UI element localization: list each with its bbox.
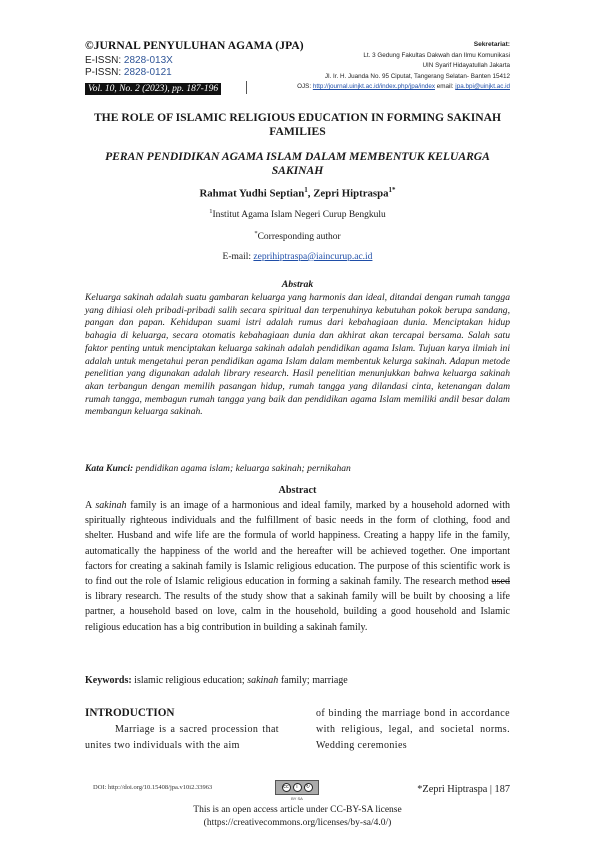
abstract-id-heading: Abstrak xyxy=(281,279,314,290)
journal-title: ©JURNAL PENYULUHAN AGAMA (JPA) xyxy=(85,40,304,52)
introduction-heading: INTRODUCTION xyxy=(85,707,175,719)
author-name: Rahmat Yudhi Septian xyxy=(199,187,305,200)
eissn-value[interactable]: 2828-013X xyxy=(123,55,173,66)
introduction-right-column: of binding the marriage bond in accordance with religious, legal, and societal norms. Wedding ceremonies xyxy=(316,708,510,751)
article-title-english: THE ROLE OF ISLAMIC RELIGIOUS EDUCATION IN FORMING SAKINAH FAMILIES xyxy=(93,111,502,138)
address-line-1: Lt. 3 Gedung Fakultas Dakwah dan Ilmu Komunikasi xyxy=(363,51,510,59)
author-email-link[interactable]: zeprihiptraspa@iaincurup.ac.id xyxy=(253,252,373,262)
corresponding-note: *Corresponding author xyxy=(254,230,341,243)
secretariat-block xyxy=(220,40,510,93)
pissn: P-ISSN: 2828-0121 xyxy=(85,67,172,78)
author-list: Rahmat Yudhi Septian$^1$, Zepri Hiptraspa$^{1*}$ xyxy=(199,186,396,200)
abstract-en-text: A sakinah family is an image of a harmonious and ideal family, marked by a household adorned with spiritually righteous individuals and the fulfillment of basic needs in the form of clothing, food and shelter. Husband and wife life are the formula of world happiness. Creating a happy life in the family, automatically the happiness of the world and the hereafter will be achieved together. One important factors for creating a sakinah family is Islamic religious education. The purpose of this scientific work is to find out the role of Islamic religious education in forming a sakinah family. The research method used is library research. The results of the study show that a sakinah family will be built by choosing a life partner, a household based on love, calm in the household, building a good household and Islamic religious education has a big contribution in building a sakinah family. xyxy=(85,500,510,633)
secretariat-label: Sekretariat: xyxy=(473,41,510,48)
affiliation: $^1$Institut Agama Islam Negeri Curup Bengkulu xyxy=(209,208,386,221)
doi[interactable]: DOI: http://doi.org/10.15408/jpa.v10i2.33963 xyxy=(93,784,213,791)
cc-by-sa-icon[interactable] xyxy=(275,780,319,795)
address-line-2: UIN Syarif Hidayatullah Jakarta xyxy=(422,62,510,69)
by-icon: i xyxy=(293,783,302,792)
author-name: Zepri Hiptraspa xyxy=(313,187,389,200)
article-title-indonesian: PERAN PENDIDIKAN AGAMA ISLAM DALAM MEMBENTUK KELUARGA SAKINAH xyxy=(105,150,490,177)
keywords-en: Keywords: islamic religious education; sakinah family; marriage xyxy=(85,675,348,686)
page-number: *Zepri Hiptraspa | 187 xyxy=(417,784,510,795)
sa-icon: ↻ xyxy=(304,783,313,792)
cc-icon: cc xyxy=(283,784,289,790)
ojs-link[interactable]: http://journal.uinjkt.ac.id/index.php/jpa/index xyxy=(312,83,435,90)
keywords-id: Kata Kunci: pendidikan agama islam; keluarga sakinah; pernikahan xyxy=(85,463,351,474)
author-email: E-mail: zeprihiptraspa@iaincurup.ac.id xyxy=(222,252,373,262)
license-url[interactable]: (https://creativecommons.org/licenses/by-sa/4.0/) xyxy=(203,818,392,828)
journal-email-link[interactable]: jpa.bpi@uinjkt.ac.id xyxy=(455,83,510,90)
ojs-line: OJS: http://journal.uinjkt.ac.id/index.php/jpa/index email: jpa.bpi@uinjkt.ac.id xyxy=(297,83,510,90)
address-line-3: Jl. Ir. H. Juanda No. 95 Ciputat, Tangerang Selatan- Banten 15412 xyxy=(324,72,510,80)
volume-info: Vol. 10, No. 2 (2023), pp. 187-196 xyxy=(85,83,221,95)
introduction-left-column: Marriage is a sacred procession that unites two individuals with the aim xyxy=(85,724,279,751)
pissn-value[interactable]: 2828-0121 xyxy=(123,67,172,78)
cc-caption: BY SA xyxy=(291,796,303,801)
license-text: This is an open access article under CC-BY-SA license xyxy=(193,805,402,815)
abstract-id-text: Keluarga sakinah adalah suatu gambaran keluarga yang harmonis dan ideal, ditandai dengan rumah tangga yang dihiasi oleh pribadi-pribadi salih secara spiritual dan terpenuhinya kebutuhan pokok berupa sandang, pangan dan papan. Kehidupan suami istri adalah rumus dari kebahagiaan dunia. Menciptakan hidup bahagia di keluarga, secara otomatis kebahagiaan dunia dan akhirat akan tercapai bersama. Salah satu faktor penting untuk menciptakan keluarga sakinah adalah pendidikan agama Islam. Tujuan karya ilmiah ini adalah untuk mengetahui peran pendidikan agama Islam dalam membentuk kelurga sakinah. Adapun metode penelitian yang digunakan adalah library research. Hasil penelitian menunjukkan bahwa keluarga sakinah akan terbangun dengan memilih pasangan hidup, rumah tangga yang dilandasi cinta, ketenangan dalam rumah tangga, membagun rumah tangga yang baik dan pendidikan agama Islam memiliki andil besar dalam membangun keluarga sakinah. xyxy=(85,292,510,418)
eissn: E-ISSN: 2828-013X xyxy=(85,55,173,66)
abstract-en-heading: Abstract xyxy=(278,485,317,496)
